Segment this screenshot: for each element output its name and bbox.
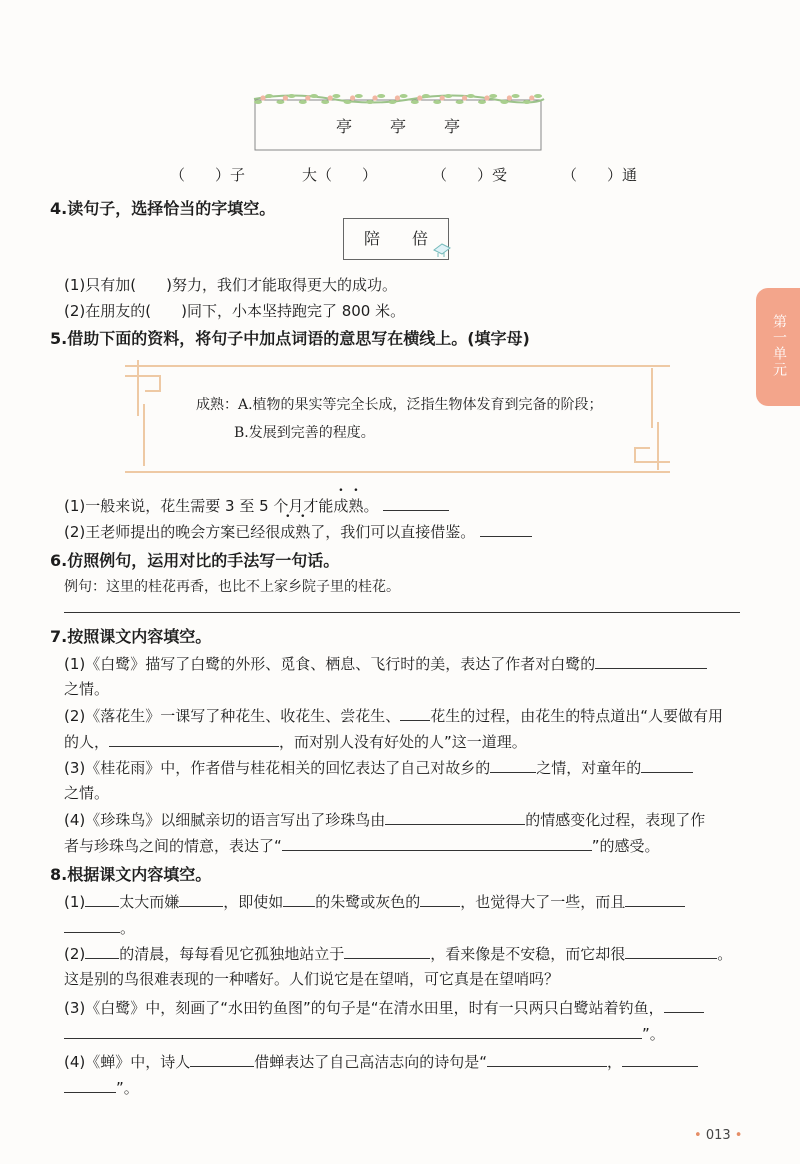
q8-l6-text-b: 借蝉表达了自己高洁志向的诗句是“	[254, 1053, 488, 1071]
q8-line-3: 这是别的鸟很难表现的一种嗜好。人们说它是在望哨，可它真是在望哨吗？	[64, 970, 560, 988]
q6-example: 例句：这里的桂花再香，也比不上家乡院子里的桂花。	[64, 579, 400, 595]
dotted-word-char: 熟	[348, 497, 364, 515]
q8-blank-3[interactable]	[283, 890, 315, 907]
dotted-word-char: 成	[280, 523, 296, 541]
q8-blank-1[interactable]	[85, 890, 119, 907]
q8-l1-text-d: 的朱鹭或灰色的	[315, 893, 421, 911]
page-number-text: 013	[705, 1128, 731, 1143]
q5-s1-text: (1)一般来说，花生需要 3 至 5 个月才能	[64, 497, 334, 515]
q8-blank-6[interactable]	[64, 916, 120, 933]
q5-sentence-1	[64, 494, 449, 516]
q8-l7-end: ”。	[116, 1079, 139, 1097]
q5-definition-2: B.发展到完善的程度。	[234, 425, 375, 441]
q8-l2-end: 。	[717, 945, 733, 963]
q8-l1-text-b: 太大而嫌	[119, 893, 180, 911]
q7-line-1	[64, 652, 707, 674]
q8-blank-2[interactable]	[179, 890, 223, 907]
q7-line-2	[64, 704, 723, 726]
q7-l6-text-b: ”的感受。	[591, 837, 660, 855]
q8-line-1	[64, 890, 685, 912]
q3-blank-2[interactable]: 大（ ）	[302, 166, 378, 184]
q8-blank-13[interactable]	[487, 1050, 607, 1067]
q7-blank-7[interactable]	[282, 834, 592, 851]
q7-l5-text: (4)《珍珠鸟》以细腻亲切的语言写出了珍珠鸟由	[64, 811, 386, 829]
q7-line-6	[64, 834, 660, 856]
q3-blank-3[interactable]: （ ）受	[432, 166, 508, 184]
q7-l4-text-b: 之情，对童年的	[536, 759, 642, 777]
q5-s2-text: (2)王老师提出的晚会方案已经很	[64, 523, 281, 541]
q8-blank-10[interactable]	[664, 996, 704, 1013]
q8-blank-11[interactable]	[64, 1022, 642, 1039]
q7-title: 7.按照课文内容填空。	[50, 627, 212, 646]
flower-vine-decoration	[254, 94, 544, 104]
q7-l2-text-b: 花生的过程，由花生的特点道出“人要做有用	[430, 707, 724, 725]
q7-blank-3[interactable]	[109, 730, 279, 747]
unit-side-tab-label: 第一单元	[771, 314, 787, 378]
q8-l1-text-c: ，即使如	[223, 893, 284, 911]
pencil-box-icon	[432, 240, 452, 258]
q6-title: 6.仿照例句，运用对比的手法写一句话。	[50, 551, 340, 570]
q8-title: 8.根据课文内容填空。	[50, 865, 212, 884]
q7-l3-text: 的人，	[64, 733, 110, 751]
q8-line-5	[64, 1022, 665, 1044]
q7-line-4c: 之情。	[64, 784, 110, 802]
q5-sentence-2	[64, 520, 532, 542]
q4-sentence-2: (2)在朋友的( )同下，小本坚持跑完了 800 米。	[64, 302, 406, 320]
q3-chars: 亭 亭 亭	[335, 117, 462, 136]
q7-line-1b: 之情。	[64, 680, 110, 698]
q8-blank-8[interactable]	[344, 942, 430, 959]
q8-blank-7[interactable]	[85, 942, 119, 959]
dotted-word-char: 成	[333, 497, 349, 515]
q8-l1-text-e: ，也觉得大了一些，而且	[460, 893, 626, 911]
q8-line-6	[64, 1050, 698, 1072]
q5-s1-end: 。	[363, 497, 379, 515]
q7-blank-1[interactable]	[595, 652, 707, 669]
q8-blank-4[interactable]	[420, 890, 460, 907]
q5-answer-1-line[interactable]	[383, 494, 449, 511]
q8-l2-text-c: ，看来像是不安稳，而它却很	[430, 945, 626, 963]
q3-blank-4[interactable]: （ ）通	[562, 166, 638, 184]
page-dot-right: •	[734, 1128, 743, 1143]
q7-blank-6[interactable]	[385, 808, 525, 825]
q7-l3-text-b: ，而对别人没有好处的人”这一道理。	[279, 733, 527, 751]
q8-blank-5[interactable]	[625, 890, 685, 907]
q8-blank-12[interactable]	[190, 1050, 254, 1067]
q7-blank-2[interactable]	[400, 704, 430, 721]
q8-line-4	[64, 996, 704, 1018]
q5-s2-end: 了，我们可以直接借鉴。	[310, 523, 476, 541]
q8-blank-15[interactable]	[64, 1076, 116, 1093]
q7-line-3	[64, 730, 527, 752]
q4-sentence-1: (1)只有加( )努力，我们才能取得更大的成功。	[64, 276, 397, 294]
unit-side-tab	[756, 288, 800, 406]
q8-l6-text: (4)《蝉》中，诗人	[64, 1053, 191, 1071]
q7-blank-4[interactable]	[490, 756, 536, 773]
q3-blank-1[interactable]: （ ）子	[170, 166, 246, 184]
q8-l5-end: ”。	[642, 1025, 665, 1043]
q8-l4-text: (3)《白鹭》中，刻画了“水田钓鱼图”的句子是“在清水田里，时有一只两只白鹭站着钓鱼，	[64, 999, 664, 1017]
q4-chars: 陪 倍	[363, 229, 428, 248]
dotted-word-char: 熟	[295, 523, 311, 541]
q7-blank-5[interactable]	[641, 756, 693, 773]
q7-l2-text: (2)《落花生》一课写了种花生、收花生、尝花生、	[64, 707, 401, 725]
q8-l2-text-b: 的清晨，每每看见它孤独地站立于	[119, 945, 345, 963]
q7-l4-text: (3)《桂花雨》中，作者借与桂花相关的回忆表达了自己对故乡的	[64, 759, 491, 777]
q8-line-1b	[64, 916, 135, 938]
q7-line-5	[64, 808, 705, 830]
q6-answer-line[interactable]	[64, 612, 740, 613]
q7-line-4	[64, 756, 693, 778]
q8-line-2	[64, 942, 732, 964]
definition-frame-border	[120, 356, 676, 478]
page-number	[694, 1128, 742, 1143]
page-dot-left: •	[694, 1128, 702, 1143]
q8-l2-text: (2)	[64, 945, 86, 963]
q7-l1-text: (1)《白鹭》描写了白鹭的外形、觅食、栖息、飞行时的美，表达了作者对白鹭的	[64, 655, 596, 673]
q8-l1-end: 。	[120, 919, 136, 937]
q5-answer-2-line[interactable]	[480, 520, 532, 537]
q5-title: 5.借助下面的资料，将句子中加点词语的意思写在横线上。(填字母)	[50, 329, 530, 348]
q8-blank-14[interactable]	[622, 1050, 698, 1067]
q7-l6-text: 者与珍珠鸟之间的情意，表达了“	[64, 837, 282, 855]
q4-title: 4.读句子，选择恰当的字填空。	[50, 199, 276, 218]
q8-line-7	[64, 1076, 139, 1098]
q8-blank-9[interactable]	[625, 942, 717, 959]
q5-definition-1: 成熟：A.植物的果实等完全长成，泛指生物体发育到完备的阶段；	[196, 397, 603, 413]
q7-l5-text-b: 的情感变化过程，表现了作	[525, 811, 706, 829]
q8-l1-text: (1)	[64, 893, 86, 911]
q8-l6-comma: ，	[607, 1053, 623, 1071]
